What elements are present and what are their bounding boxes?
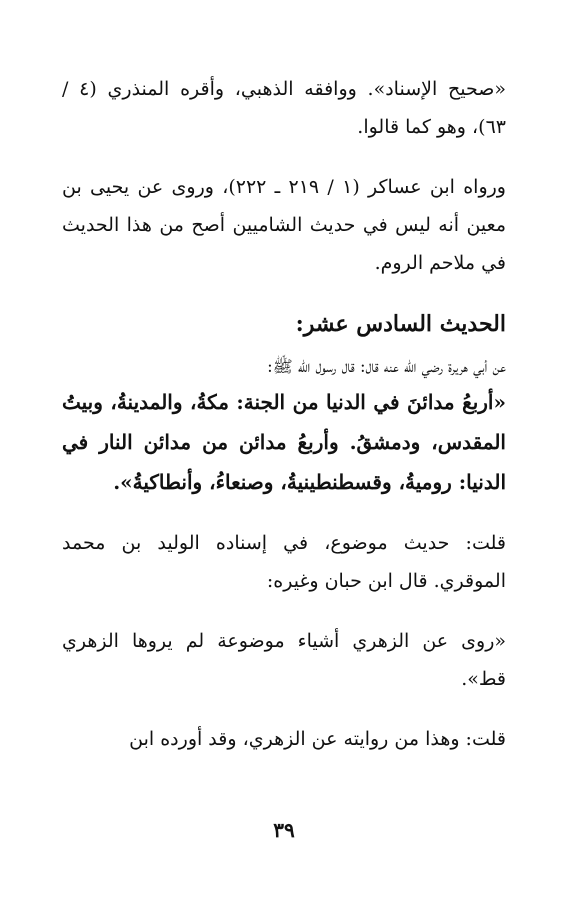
quote-text: «روى عن الزهري أشياء موضوعة لم يروها الزهري قط». xyxy=(62,630,506,690)
paragraph-ibn-asakir: ورواه ابن عساكر (١ / ٢١٩ ـ ٢٢٢)، وروى عن يحيى بن معين أنه ليس في حديث الشاميين أصح من هذا الحديث في ملاحم الروم. xyxy=(62,176,506,274)
paragraph-continuation: قلت: وهذا من روايته عن الزهري، وقد أورده ابن xyxy=(129,728,506,750)
narration-line: عن أبي هريرة رضي الله عنه قال: قال رسول الله ﷺ: xyxy=(267,357,506,376)
paragraph-comment: قلت: حديث موضوع، في إسناده الوليد بن محمد الموقري. قال ابن حبان وغيره: xyxy=(62,532,506,592)
paragraph-isnad: «صحيح الإسناد». ووافقه الذهبي، وأقره المنذري (٤ / ٦٣)، وهو كما قالوا. xyxy=(62,78,506,138)
page-number: ٣٩ xyxy=(273,818,295,842)
section-heading: الحديث السادس عشر: xyxy=(295,311,506,337)
hadith-text: «أربعُ مدائنَ في الدنيا من الجنة: مكةُ، والمدينةُ، وبيتُ المقدس، ودمشقُ. وأربعُ مدائن من مدائن النار في الدنيا: روميةُ، وقسطنطينيةُ، وصنعاءُ، وأنطاكيةُ». xyxy=(62,390,506,494)
page-body xyxy=(62,70,506,758)
